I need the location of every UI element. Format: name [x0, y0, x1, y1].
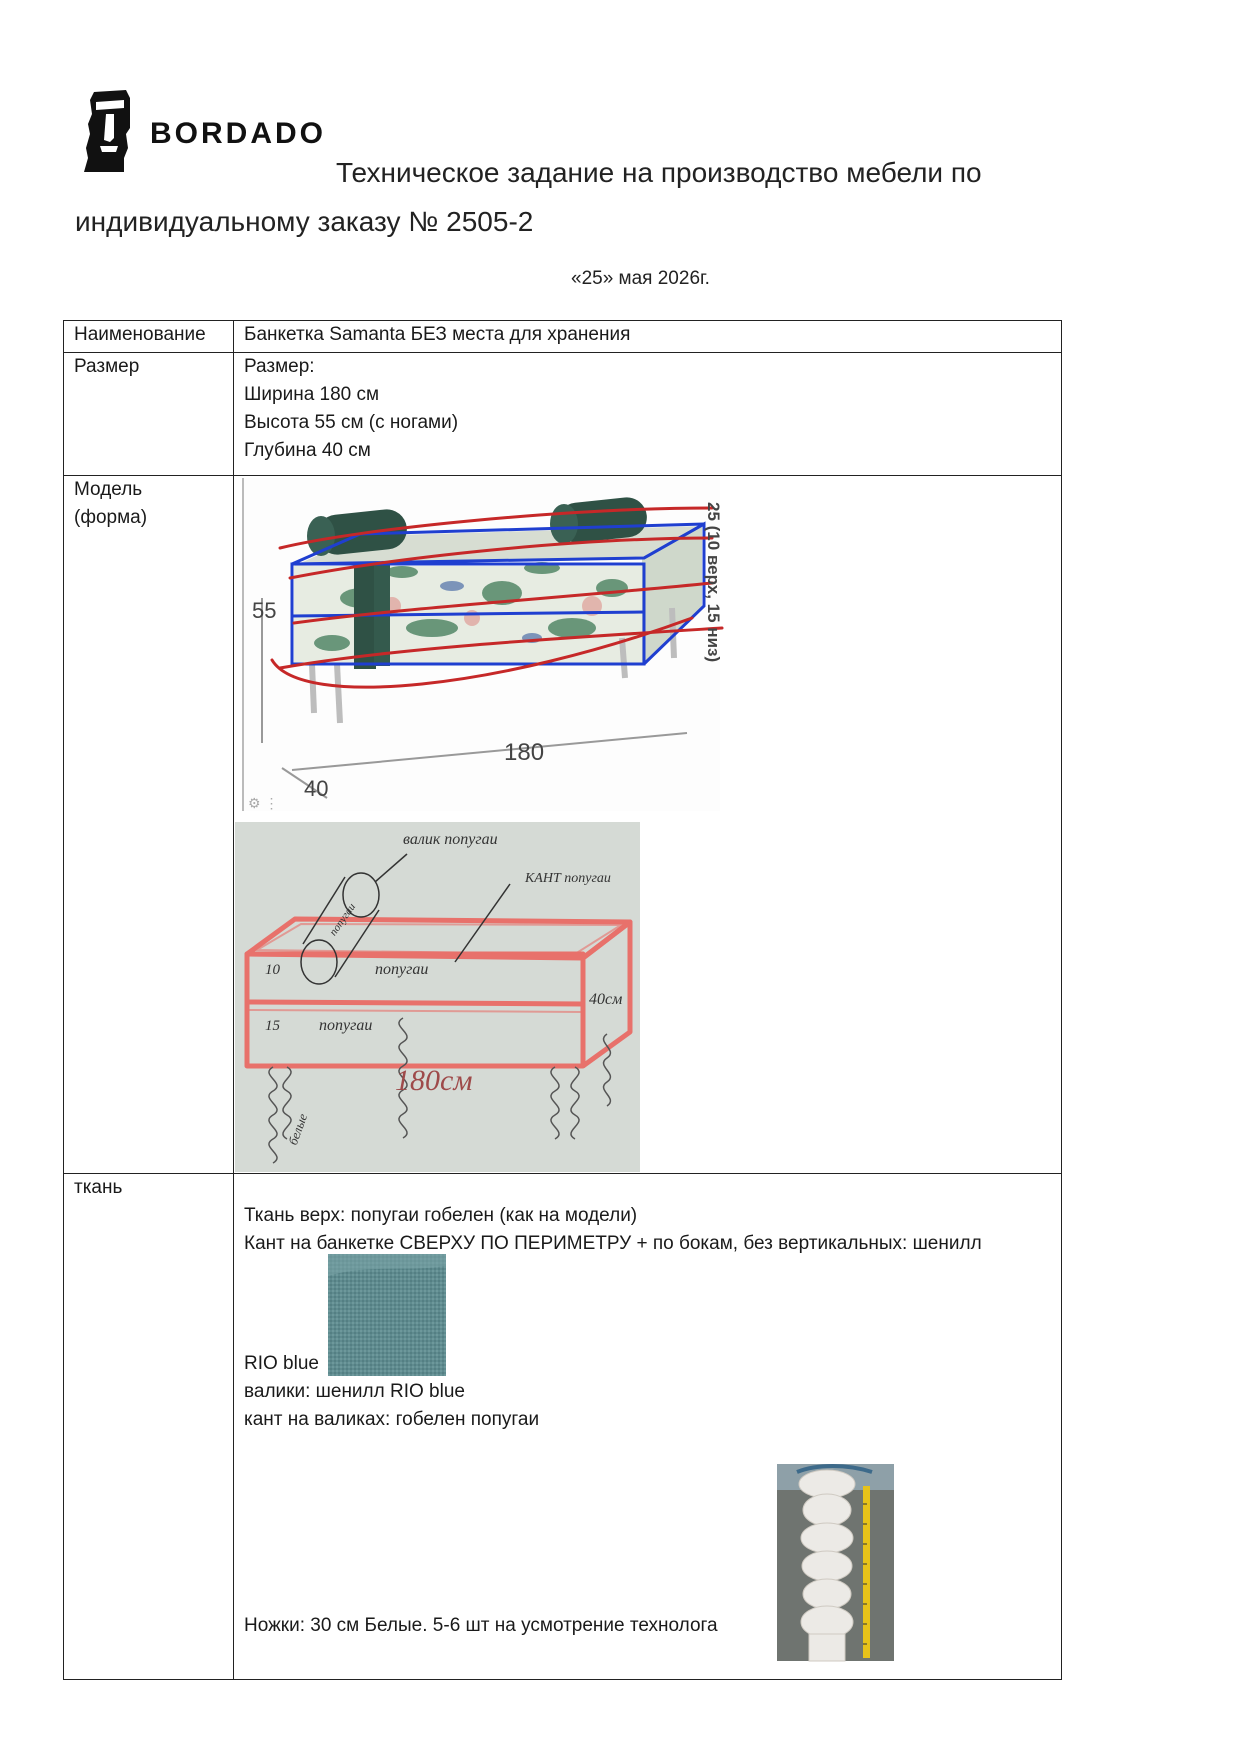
model-label-line2: (форма) — [74, 507, 148, 528]
white-leg-photo — [777, 1464, 894, 1661]
document-date: «25» мая 2026г. — [571, 268, 710, 289]
size-values — [234, 353, 1062, 476]
size-heading: Размер: — [244, 356, 315, 377]
table-row — [64, 321, 1062, 353]
legs-spec: Ножки: 30 см Белые. 5-6 шт на усмотрение технолога — [244, 1615, 718, 1636]
note-width: 180см — [395, 1064, 473, 1097]
hand-sketch-photo — [235, 822, 640, 1172]
document-title-line2: индивидуальному заказу № 2505-2 — [75, 206, 534, 237]
fabric-cell — [234, 1174, 1062, 1680]
note-legs: белые — [285, 1111, 311, 1147]
size-width: Ширина 180 см — [244, 384, 380, 405]
note-parrots-top: попугаи — [375, 961, 429, 978]
note-15: 15 — [265, 1018, 280, 1034]
table-row — [64, 353, 1062, 476]
note-10: 10 — [265, 962, 280, 978]
note-bolster-inner: попугаи — [327, 901, 359, 939]
row-label: Размер — [64, 353, 234, 476]
brand-logo — [80, 88, 140, 179]
model-label-line1: Модель — [74, 479, 143, 500]
fabric-swatch-label: RIO blue — [244, 1353, 319, 1374]
spec-table — [63, 320, 1062, 1680]
note-bolster: валик попугаи — [403, 831, 498, 848]
width-label: 180 — [504, 739, 545, 766]
size-height: Высота 55 см (с ногами) — [244, 412, 459, 433]
image-toolbar-glyph: ⚙ ⋮ — [248, 795, 279, 811]
brand-name: BORDADO — [150, 117, 326, 150]
table-row — [64, 476, 1062, 1174]
moai-head-icon — [80, 88, 140, 174]
document-title-line1: Техническое задание на производство мебели по — [336, 157, 982, 188]
row-label: ткань — [64, 1174, 234, 1680]
fabric-bolster-piping: кант на валиках: гобелен попугаи — [244, 1409, 540, 1430]
row-label: Наименование — [64, 321, 234, 353]
fabric-bolsters: валики: шенилл RIO blue — [244, 1381, 465, 1402]
model-cell — [234, 476, 1062, 1174]
size-depth: Глубина 40 см — [244, 440, 371, 461]
bench-dimension-photo — [242, 478, 723, 811]
note-parrots-bottom: попугаи — [319, 1017, 373, 1034]
depth-label: 40 — [304, 776, 329, 801]
fabric-top: Ткань верх: попугаи гобелен (как на модели) — [244, 1205, 638, 1226]
height-label: 55 — [252, 598, 277, 623]
fabric-piping: Кант на банкетке СВЕРХУ ПО ПЕРИМЕТРУ + по бокам, без вертикальных: шенилл — [244, 1233, 982, 1254]
row-label — [64, 476, 234, 1174]
table-row — [64, 1174, 1062, 1680]
note-depth: 40см — [589, 991, 623, 1008]
row-value: Банкетка Samanta БЕЗ места для хранения — [234, 321, 1062, 353]
fabric-swatch-rio-blue — [328, 1254, 446, 1376]
side-label: 25 (10 верх, 15 низ) — [704, 502, 723, 663]
note-piping: КАНТ попугаи — [525, 871, 611, 886]
